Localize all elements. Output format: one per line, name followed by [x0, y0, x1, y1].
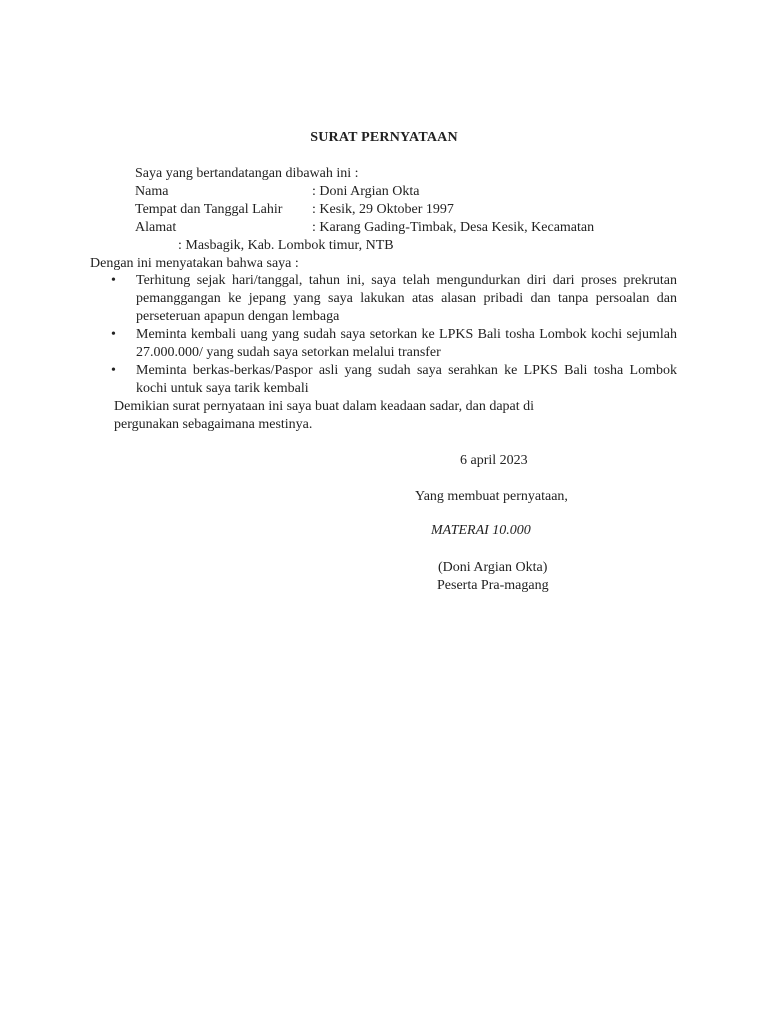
field-value-birth: : Kesik, 29 Oktober 1997: [312, 202, 454, 217]
bullet-marker: •: [111, 273, 116, 288]
stamp-duty-label: MATERAI 10.000: [431, 523, 531, 538]
field-label-address: Alamat: [135, 220, 177, 235]
list-item: Terhitung sejak hari/tanggal, tahun ini, saya telah mengundurkan diri dari proses prekrutan pemanggangan ke jepang yang saya lakukan atas alasan pribadi dan tanpa persoalan dan perseteruan apapun dengan lembaga: [136, 273, 677, 324]
letter-date: 6 april 2023: [460, 453, 528, 468]
closing-text-line1: Demikian surat pernyataan ini saya buat dalam keadaan sadar, dan dapat di: [114, 399, 535, 414]
field-value-address-continued: : Masbagik, Kab. Lombok timur, NTB: [178, 238, 394, 253]
field-label-birth: Tempat dan Tanggal Lahir: [135, 202, 283, 217]
intro-text: Saya yang bertandatangan dibawah ini :: [135, 166, 359, 181]
list-item: Meminta berkas-berkas/Paspor asli yang sudah saya serahkan ke LPKS Bali tosha Lombok kochi untuk saya tarik kembali: [136, 363, 677, 396]
signer-heading: Yang membuat pernyataan,: [415, 489, 568, 504]
field-value-address: : Karang Gading-Timbak, Desa Kesik, Kecamatan: [312, 220, 595, 235]
bullet-marker: •: [111, 363, 116, 378]
statement-intro: Dengan ini menyatakan bahwa saya :: [90, 256, 299, 271]
field-value-name: : Doni Argian Okta: [312, 184, 420, 199]
closing-text-line2: pergunakan sebagaimana mestinya.: [114, 417, 313, 432]
signer-name: (Doni Argian Okta): [438, 560, 548, 575]
page-title: SURAT PERNYATAAN: [310, 130, 458, 145]
signer-role: Peserta Pra-magang: [437, 578, 549, 593]
list-item: Meminta kembali uang yang sudah saya setorkan ke LPKS Bali tosha Lombok kochi sejumlah 27.000.000/ yang sudah saya setorkan melalui transfer: [136, 327, 677, 360]
field-label-name: Nama: [135, 184, 169, 199]
bullet-marker: •: [111, 327, 116, 342]
